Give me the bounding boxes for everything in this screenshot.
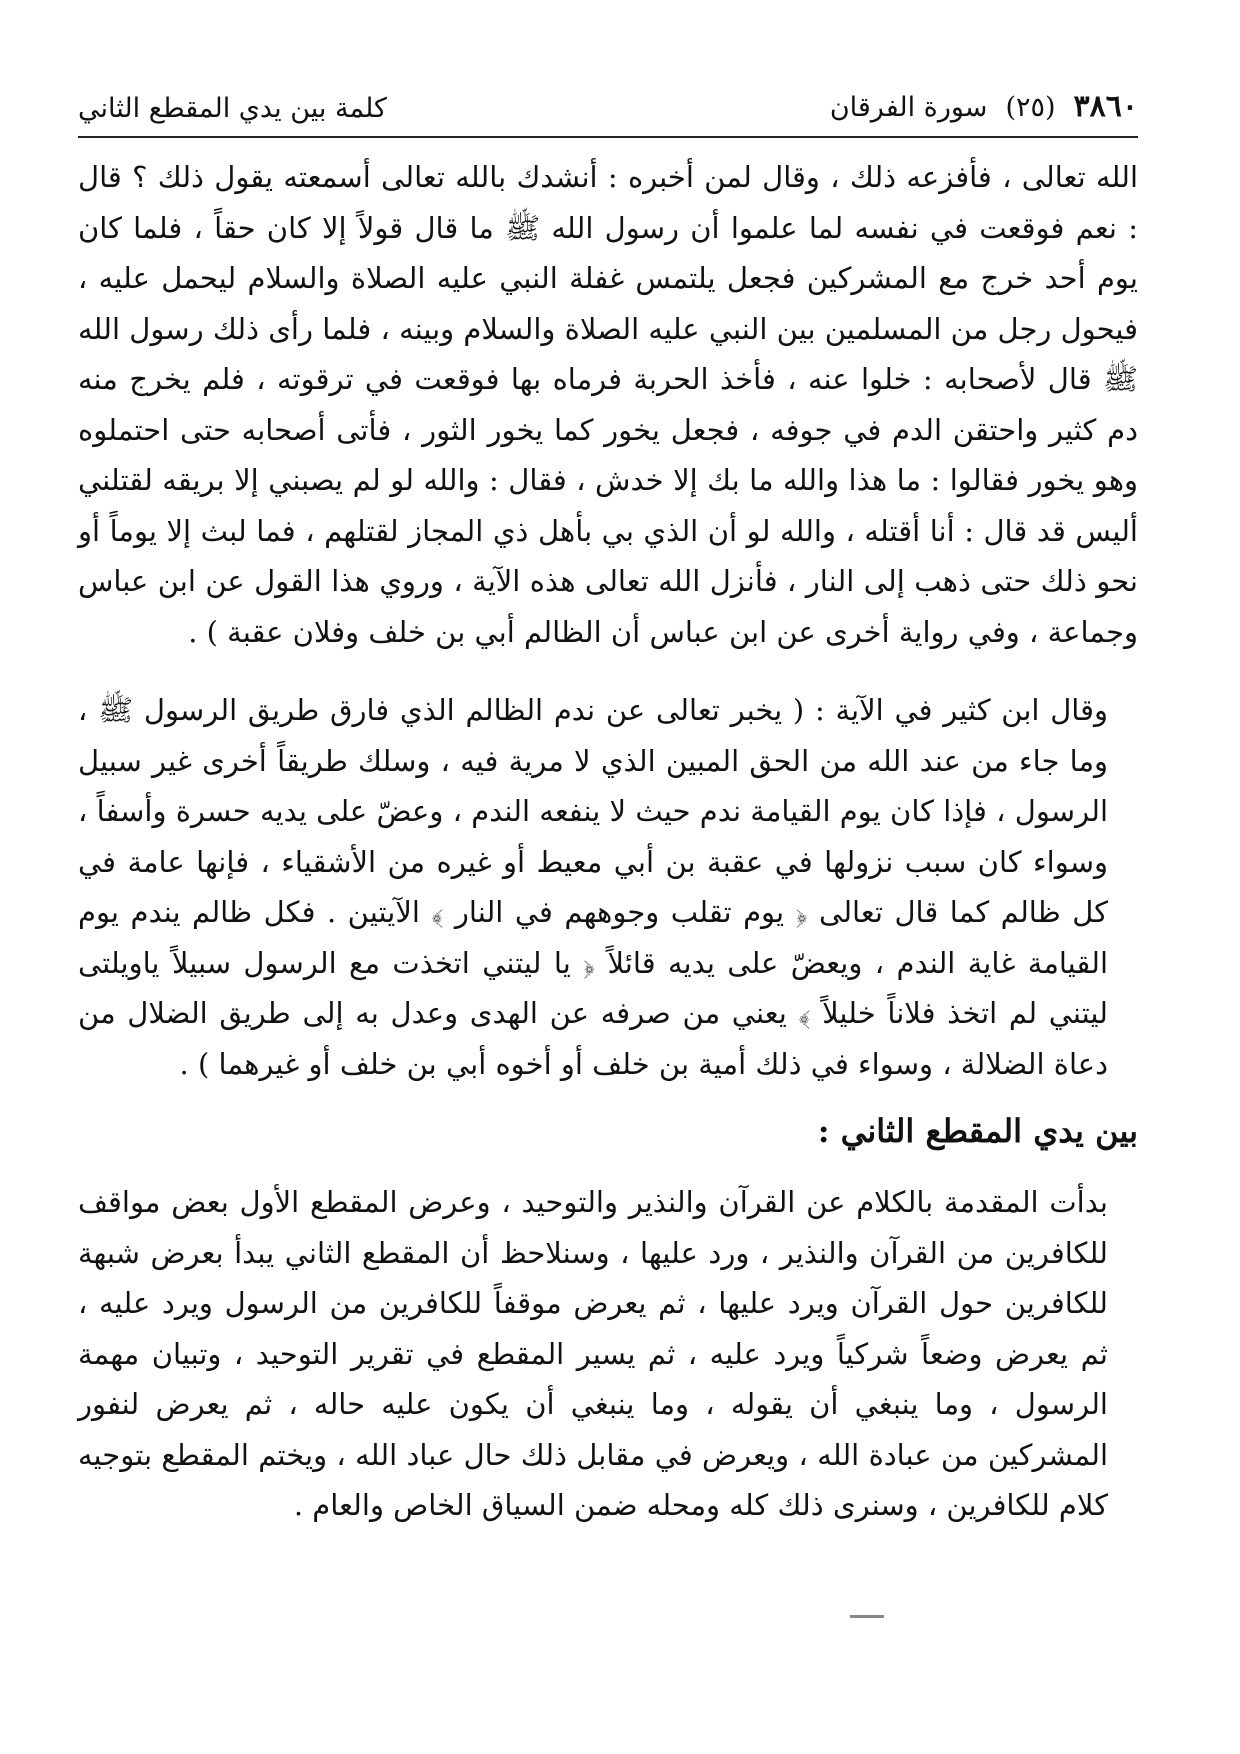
section-running-title: كلمة بين يدي المقطع الثاني	[78, 93, 387, 124]
page-number: ٣٨٦٠	[1073, 89, 1138, 124]
commentary-paragraph: الله تعالى ، فأفزعه ذلك ، وقال لمن أخبره : أنشدك بالله تعالى أسمعته يقول ذلك ؟ قال : نعم فوقعت في نفسه لما علموا أن رسول الله ﷺ ما قال قولاً إلا كان حقاً ، فلما كان يوم أحد خرج مع المشركين فجعل يلتمس غفلة النبي عليه الصلاة والسلام ليحمل عليه ، فيحول رجل من المسلمين بين النبي عليه الصلاة والسلام وبينه ، فلما رأى ذلك رسول الله ﷺ قال لأصحابه : خلوا عنه ، فأخذ الحربة فرماه بها فوقعت في ترقوته ، فلم يخرج منه دم كثير واحتقن الدم في جوفه ، فجعل يخور كما يخور الثور ، فأتى أصحابه حتى احتملوه وهو يخور فقالوا : ما هذا والله ما بك إلا خدش ، فقال : والله لو لم يصبني إلا بريقه لقتلني أليس قد قال : أنا أقتله ، والله لو أن الذي بي بأهل ذي المجاز لقتلهم ، فما لبث إلا يوماً أو نحو ذلك حتى ذهب إلى النار ، فأنزل الله تعالى هذه الآية ، وروي هذا القول عن ابن عباس وجماعة ، وفي رواية أخرى عن ابن عباس أن الظالم أبي بن خلف وفلان عقبة ) .	[77, 160, 1138, 649]
surah-title: سورة الفرقان	[829, 92, 988, 123]
footer-mark	[850, 1615, 884, 1618]
section-heading: بين يدي المقطع الثاني :	[817, 1112, 1138, 1150]
section-intro-paragraph: بدأت المقدمة بالكلام عن القرآن والنذير والتوحيد ، وعرض المقطع الأول بعض مواقف للكافرين من القرآن والنذير ، ورد عليها ، وسنلاحظ أن المقطع الثاني يبدأ بعرض شبهة للكافرين حول القرآن ويرد عليها ، ثم يعرض موقفاً للكافرين من الرسول ويرد عليه ، ثم يعرض وضعاً شركياً ويرد عليه ، ثم يسير المقطع في تقرير التوحيد ، وتبيان مهمة الرسول ، وما ينبغي أن يقوله ، وما ينبغي أن يكون عليه حاله ، ثم يعرض لنفور المشركين من عبادة الله ، ويعرض في مقابل ذلك حال عباد الله ، ويختم المقطع بتوجيه كلام للكافرين ، وسنرى ذلك كله ومحله ضمن السياق الخاص والعام .	[78, 1185, 1108, 1522]
surah-number: (٢٥)	[1005, 92, 1056, 123]
page-content	[78, 152, 1138, 1531]
ibn-kathir-paragraph: وقال ابن كثير في الآية : ( يخبر تعالى عن ندم الظالم الذي فارق طريق الرسول ﷺ ، وما جاء من عند الله من الحق المبين الذي لا مرية فيه ، وسلك طريقاً أخرى غير سبيل الرسول ، فإذا كان يوم القيامة ندم حيث لا ينفعه الندم ، وعضّ على يديه حسرة وأسفاً ، وسواء كان سبب نزولها في عقبة بن أبي معيط أو غيره من الأشقياء ، فإنها عامة في كل ظالم كما قال تعالى ﴿ يوم تقلب وجوههم في النار ﴾ الآيتين . فكل ظالم يندم يوم القيامة غاية الندم ، ويعضّ على يديه قائلاً ﴿ يا ليتني اتخذت مع الرسول سبيلاً ياويلتى ليتني لم اتخذ فلاناً خليلاً ﴾ يعني من صرفه عن الهدى وعدل به إلى طريق الضلال من دعاة الضلالة ، وسواء في ذلك أمية بن خلف أو أخوه أبي بن خلف أو غيرهما ) .	[78, 693, 1108, 1081]
header-page-info	[830, 89, 1138, 124]
running-header	[78, 72, 1138, 138]
book-page	[78, 72, 1138, 1712]
